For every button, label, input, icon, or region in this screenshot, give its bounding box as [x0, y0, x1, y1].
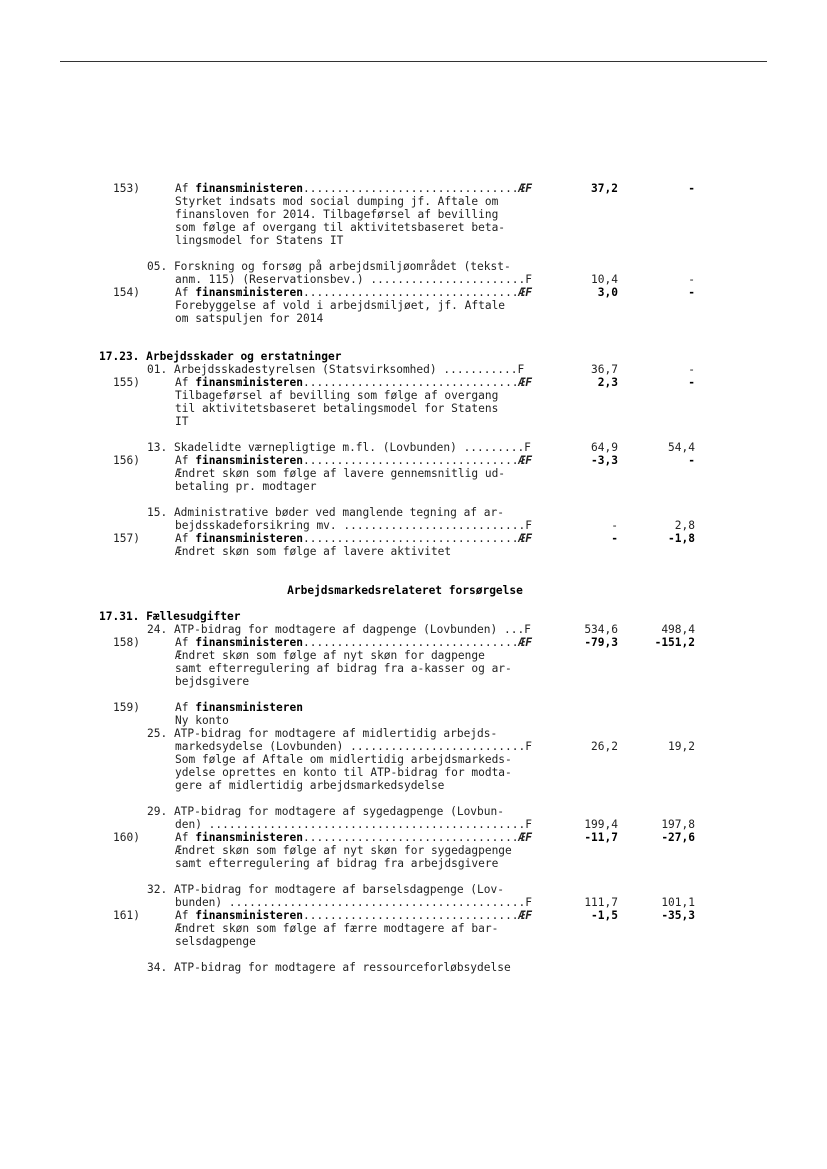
minister-name: finansministeren [195, 909, 303, 922]
amount-col2: 2,8 [674, 519, 695, 532]
description-line: til aktivitetsbaseret betalingsmodel for Statens [175, 402, 499, 415]
amount-col1: 10,4 [591, 273, 618, 286]
account-item: 01. Arbejdsskadestyrelsen (Statsvirksomhed) ...........F [147, 363, 525, 376]
amendment-line: Af finansministeren [175, 701, 303, 714]
amendment-line: Af finansministeren................................ÆF [175, 376, 533, 389]
amount-col1: 111,7 [584, 896, 618, 909]
description-line: Ny konto [175, 714, 229, 727]
section-heading: 17.23. Arbejdsskader og erstatninger [99, 350, 342, 363]
amount-col1: 26,2 [591, 740, 618, 753]
description-line: Styrket indsats mod social dumping jf. Aftale om [175, 195, 499, 208]
section-heading: 17.31. Fællesudgifter [99, 610, 241, 623]
amendment-code: ÆF [518, 532, 533, 545]
amendment-line: Af finansministeren................................ÆF [175, 182, 533, 195]
change-number: 159) [113, 701, 140, 714]
description-line: selsdagpenge [175, 935, 256, 948]
amount-col2: 498,4 [661, 623, 695, 636]
account-item: 25. ATP-bidrag for modtagere af midlertidig arbejds- [147, 727, 498, 740]
amount-col1: 37,2 [591, 182, 618, 195]
minister-name: finansministeren [195, 532, 303, 545]
minister-name: finansministeren [195, 376, 303, 389]
description-line: finansloven for 2014. Tilbageførsel af bevilling [175, 208, 499, 221]
description-line: Ændret skøn som følge af nyt skøn for sygedagpenge [175, 844, 512, 857]
amendment-code: ÆF [518, 909, 533, 922]
amount-col1: 2,3 [597, 376, 618, 389]
change-number: 154) [113, 286, 140, 299]
amount-col2: -151,2 [654, 636, 695, 649]
account-item: 24. ATP-bidrag for modtagere af dagpenge (Lovbunden) ...F [147, 623, 531, 636]
description-line: betaling pr. modtager [175, 480, 317, 493]
amount-col2: - [688, 286, 695, 299]
amount-col1: -11,7 [584, 831, 618, 844]
change-number: 155) [113, 376, 140, 389]
account-item: 05. Forskning og forsøg på arbejdsmiljøområdet (tekst- [147, 260, 511, 273]
change-number: 153) [113, 182, 140, 195]
group-heading: Arbejdsmarkedsrelateret forsørgelse [287, 584, 523, 597]
description-line: Tilbageførsel af bevilling som følge af overgang [175, 389, 499, 402]
description-line: samt efterregulering af bidrag fra a-kasser og ar- [175, 662, 512, 675]
change-number: 161) [113, 909, 140, 922]
amount-col2: 54,4 [668, 441, 695, 454]
change-number: 160) [113, 831, 140, 844]
account-item: 13. Skadelidte værnepligtige m.fl. (Lovbunden) .........F [147, 441, 531, 454]
amount-col1: 534,6 [584, 623, 618, 636]
amendment-line: Af finansministeren................................ÆF [175, 454, 533, 467]
description-line: lingsmodel for Statens IT [175, 234, 344, 247]
description-line: som følge af overgang til aktivitetsbaseret beta- [175, 221, 506, 234]
amount-col2: 19,2 [668, 740, 695, 753]
description-line: anm. 115) (Reservationsbev.) .......................F [175, 273, 532, 286]
description-line: om satspuljen for 2014 [175, 312, 324, 325]
description-line: den) ...............................................F [175, 818, 532, 831]
account-item: 15. Administrative bøder ved manglende tegning af ar- [147, 506, 504, 519]
amount-col1: - [611, 532, 618, 545]
account-item: 34. ATP-bidrag for modtagere af ressourceforløbsydelse [147, 961, 511, 974]
description-line: Som følge af Aftale om midlertidig arbejdsmarkeds- [175, 753, 512, 766]
amount-col2: - [688, 376, 695, 389]
amendment-line: Af finansministeren................................ÆF [175, 909, 533, 922]
amount-col2: - [688, 454, 695, 467]
amount-col1: -79,3 [584, 636, 618, 649]
minister-name: finansministeren [195, 286, 303, 299]
minister-name: finansministeren [195, 701, 303, 714]
amount-col1: 199,4 [584, 818, 618, 831]
amount-col1: 3,0 [597, 286, 618, 299]
description-line: bunden) ............................................F [175, 896, 532, 909]
amount-col2: - [688, 182, 695, 195]
description-line: Ændret skøn som følge af færre modtagere af bar- [175, 922, 499, 935]
amendment-line: Af finansministeren................................ÆF [175, 532, 533, 545]
amount-col1: -3,3 [591, 454, 618, 467]
description-line: markedsydelse (Lovbunden) ..........................F [175, 740, 532, 753]
minister-name: finansministeren [195, 454, 303, 467]
amount-col2: 197,8 [661, 818, 695, 831]
amount-col2: - [688, 273, 695, 286]
description-line: bejdsgivere [175, 675, 250, 688]
amount-col1: 64,9 [591, 441, 618, 454]
amount-col2: - [688, 363, 695, 376]
description-line: Ændret skøn som følge af lavere aktivitet [175, 545, 452, 558]
description-line: gere af midlertidig arbejdsmarkedsydelse [175, 779, 445, 792]
amendment-line: Af finansministeren................................ÆF [175, 831, 533, 844]
header-rule [60, 61, 767, 62]
change-number: 157) [113, 532, 140, 545]
minister-name: finansministeren [195, 636, 303, 649]
change-number: 156) [113, 454, 140, 467]
amendment-code: ÆF [518, 831, 533, 844]
minister-name: finansministeren [195, 182, 303, 195]
amendment-code: ÆF [518, 636, 533, 649]
account-item: 29. ATP-bidrag for modtagere af sygedagpenge (Lovbun- [147, 805, 504, 818]
amount-col2: -35,3 [661, 909, 695, 922]
description-line: Ændret skøn som følge af lavere gennemsnitlig ud- [175, 467, 506, 480]
description-line: Ændret skøn som følge af nyt skøn for dagpenge [175, 649, 485, 662]
minister-name: finansministeren [195, 831, 303, 844]
amendment-code: ÆF [518, 454, 533, 467]
description-line: ydelse oprettes en konto til ATP-bidrag for modta- [175, 766, 512, 779]
description-line: samt efterregulering af bidrag fra arbejdsgivere [175, 857, 499, 870]
amount-col1: 36,7 [591, 363, 618, 376]
amendment-code: ÆF [518, 286, 533, 299]
amount-col1: - [611, 519, 618, 532]
account-item: 32. ATP-bidrag for modtagere af barselsdagpenge (Lov- [147, 883, 504, 896]
amendment-code: ÆF [518, 182, 533, 195]
amount-col2: -27,6 [661, 831, 695, 844]
amount-col2: -1,8 [668, 532, 695, 545]
amount-col2: 101,1 [661, 896, 695, 909]
description-line: bejdsskadeforsikring mv. ...........................F [175, 519, 532, 532]
amendment-line: Af finansministeren................................ÆF [175, 636, 533, 649]
change-number: 158) [113, 636, 140, 649]
description-line: Forebyggelse af vold i arbejdsmiljøet, jf. Aftale [175, 299, 506, 312]
amount-col1: -1,5 [591, 909, 618, 922]
description-line: IT [175, 415, 189, 428]
amendment-line: Af finansministeren................................ÆF [175, 286, 533, 299]
amendment-code: ÆF [518, 376, 533, 389]
